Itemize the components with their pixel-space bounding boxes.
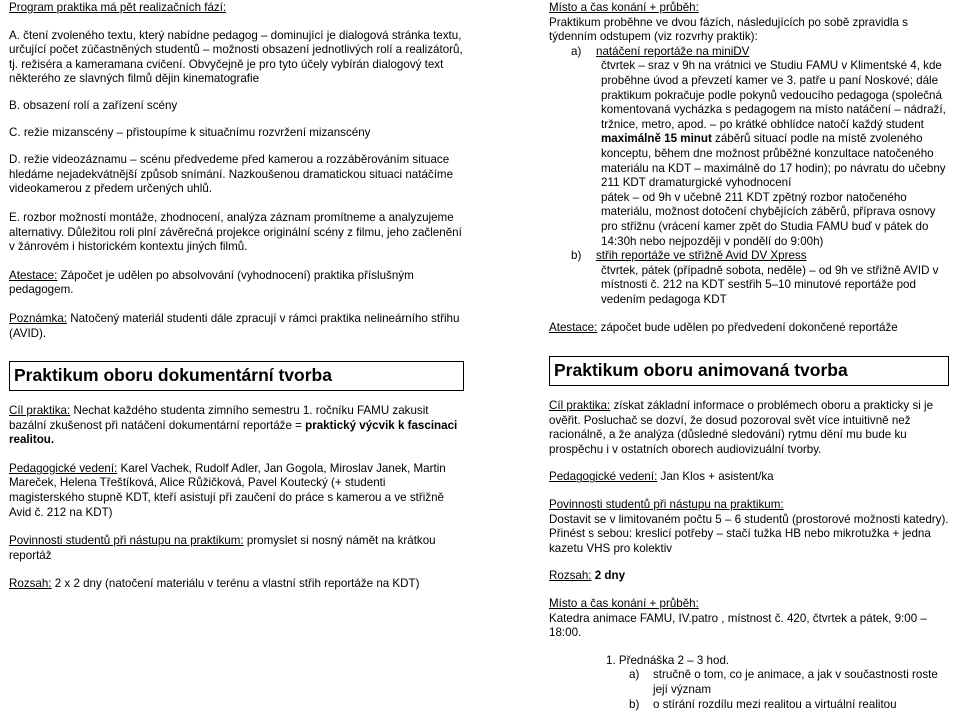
anim-item-1: 1. Přednáška 2 – 3 hod. — [606, 653, 730, 667]
misto-heading: Místo a čas konání + průběh: — [549, 1, 699, 14]
left-column — [9, 0, 464, 592]
atestace: Atestace: Zápočet je udělen po absolvování (vyhodnocení) praktika příslušným pedagogem. — [9, 268, 414, 297]
anim-cil: Cíl praktika: získat základní informace o problémech oboru a prakticky si je ověřit. Posluchač se dozví, že dosud pozoroval svět více intuitivně než racionálně, a že analýza (důsledné sledování) rytmu dění mu bude ku prospěchu i v ostatních oborech audiovizuální tvorby. — [549, 399, 934, 456]
doc-cil: Cíl praktika: Nechat každého studenta zimního semestru 1. ročníku FAMU zakusit bazální zkušenost při natáčení dokumentární reportáže = praktický výcvik k fascinaci realitou. — [9, 404, 458, 447]
anim-item-a: a) stručně o tom, co je animace, a jak v součastnosti roste její význam — [629, 668, 938, 696]
phase-a-heading: a) natáčení reportáže na miniDV — [571, 44, 750, 58]
doc-rozsah: Rozsah: 2 x 2 dny (natočení materiálu v terénu a vlastní střih reportáže na KDT) — [9, 577, 420, 591]
anim-povinnosti-heading: Povinnosti studentů při nástupu na praktikum: — [549, 498, 784, 512]
anim-misto-heading: Místo a čas konání + průběh: — [549, 597, 699, 610]
anim-rozsah: Rozsah: 2 dny — [549, 569, 626, 583]
phase-e: E. rozbor možností montáže, zhodnocení, analýza záznam promítneme a analyzujeme alternativy. Důležitou roli plní závěrečná projekce originální scény z filmu, jeho začlenění v žánrovém i historickém kontextu jiných filmů. — [9, 210, 462, 254]
phase-b-heading: b) střih reportáže ve střižně Avid DV Xpress — [571, 249, 807, 263]
doc-pedagog: Pedagogické vedení: Karel Vachek, Rudolf Adler, Jan Gogola, Miroslav Janek, Martin Mareček, Helena Třeštíková, Alice Růžičková, Pavel Koutecký (+ studenti magisterského stupně KDT, kteří asistují při zaučení do práce s kamerou a ve střižně Avid č. 212 na KDT) — [9, 461, 446, 519]
phase-a-thursday: čtvrtek – sraz v 9h na vrátnici ve Studiu FAMU v Klimentské 4, kde proběhne úvod a převzetí kamer ve 3. patře u paní Noskové; dále praktikum pokračuje podle pokynů vedoucího pedagoga (společná komentovaná vycházka s pedagogem na místo natáčení – nádraží, tržnice, metro, apod. – po krátké obhlídce natočí každý student maximálně 15 minut záběrů situací podle na místě zvoleného konceptu, během dne možnost průběžné konzultace natočeného materiálu na KDT – maximálně do 17 hodin); po návratu do učebny 211 KDT dramaturgické vyhodnocení — [601, 59, 946, 190]
right-column — [549, 0, 949, 712]
phase-a: A. čtení zvoleného textu, který nabídne pedagog – dominující je dialogová stránka textu, určující počet zúčastněných studentů – možnosti obsazení jednotlivých rolí a realizátorů, tj. režiséra a kameramana cvičení. Obvyčejně je pro tyto účely vybírán dialogový text některého ze slavných filmů dějin kinematografie — [9, 28, 463, 86]
anim-pedagog: Pedagogické vedení: Jan Klos + asistent/ka — [549, 470, 774, 484]
right-atestace: Atestace: zápočet bude udělen po předvedení dokončené reportáže — [549, 321, 898, 335]
phase-b: B. obsazení rolí a zařízení scény — [9, 98, 178, 112]
phase-d: D. režie videozáznamu – scénu předvedeme před kamerou a rozzáběrováním situace hledáme nejadekvátnější způsob snímání. Nazkoušenou dramatickou situaci natáčíme videokamerou z předem určených uhlů. — [9, 153, 454, 196]
anim-povinnosti-text: Dostavit se v limitovaném počtu 5 – 6 studentů (prostorové možnosti katedry). Přinést s sebou: kreslicí potřeby – stačí tužka HB nebo mikrotužka + jedna kazetu VHS pro kolektiv — [549, 512, 949, 555]
anim-misto-text: Katedra animace FAMU, IV.patro , místnost č. 420, čtvrtek a pátek, 9:00 – 18:00. — [549, 611, 927, 640]
poznamka: Poznámka: Natočený materiál studenti dále zpracují v rámci praktika nelineárního střihu (AVID). — [9, 311, 460, 340]
doc-section-heading: Praktikum oboru dokumentární tvorba — [9, 361, 464, 391]
phase-c: C. režie mizanscény – přistoupíme k situačnímu rozvržení mizanscény — [9, 125, 371, 139]
anim-section-heading: Praktikum oboru animovaná tvorba — [549, 356, 949, 386]
anim-item-b: b) o stírání rozdílu mezi realitou a virtuální realitou — [629, 697, 897, 711]
phase-b-text: čtvrtek, pátek (případně sobota, neděle) – od 9h ve střižně AVID v místnosti č. 212 na KDT sestřih 5–10 minutové reportáže pod vedením pedagoga KDT — [601, 263, 939, 306]
doc-povinnosti: Povinnosti studentů při nástupu na praktikum: promyslet si nosný námět na krátkou reportáž — [9, 534, 436, 562]
intro-text: Praktikum proběhne ve dvou fázích, následujících po sobě zpravidla s týdenním odstupem (viz rozvrhy praktik): — [549, 15, 908, 44]
phase-a-friday: pátek – od 9h v učebně 211 KDT zpětný rozbor natočeného materiálu, možnost dotočení chybějících záběrů, příprava osnovy pro střižnu (vrácení kamer zpět do Studia FAMU buď v pátek do 14:30h nebo nejpozději v pondělí do 9:00h) — [601, 190, 936, 248]
program-heading: Program praktika má pět realizačních fází: — [9, 1, 227, 14]
